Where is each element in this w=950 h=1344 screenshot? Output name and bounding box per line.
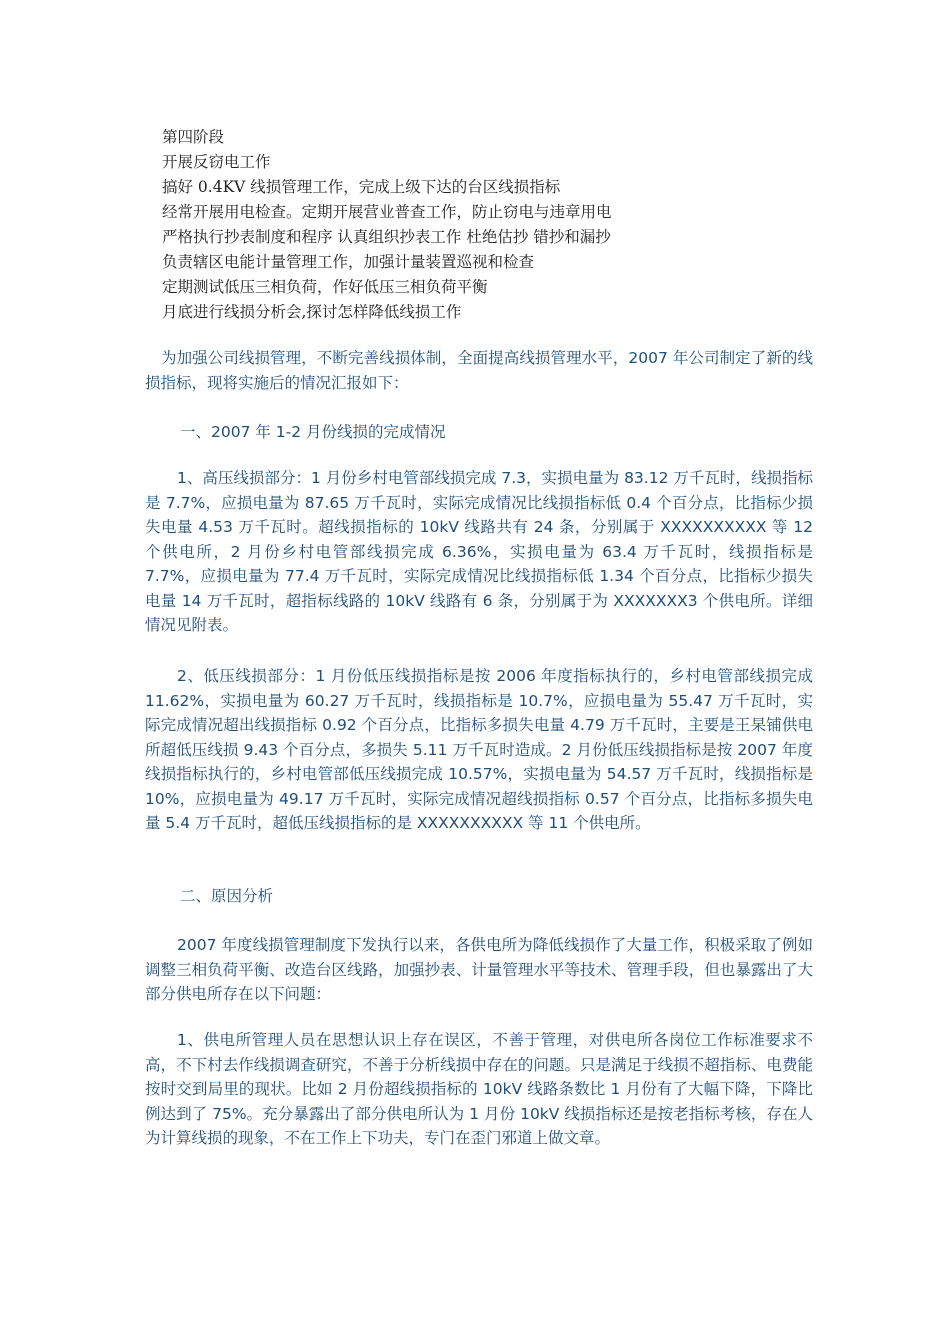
section-2-heading: 二、原因分析: [180, 887, 274, 905]
cause-analysis-intro-paragraph: 2007 年度线损管理制度下发执行以来，各供电所为降低线损作了大量工作，积极采取了例如调整三相负荷平衡、改造台区线路，加强抄表、计量管理水平等技术、管理手段，但也暴露出了大部分供电所存在以下问题：: [145, 936, 813, 1003]
stage-outline-list: [162, 125, 612, 325]
outline-item: 经常开展用电检查。定期开展营业普查工作，防止窃电与违章用电: [162, 203, 612, 221]
section-1-heading: 一、2007 年 1-2 月份线损的完成情况: [180, 423, 446, 441]
high-voltage-loss-paragraph: 1、高压线损部分：1 月份乡村电管部线损完成 7.3，实损电量为 83.12 万千瓦时，线损指标是 7.7%，应损电量为 87.65 万千瓦时，实际完成情况比线损指标低 0.4 个百分点，比指标少损失电量 4.53 万千瓦时。超线损指标的 10kV 线路共有 24 条，分别属于 XXXXXXXXXX 等 12 个供电所，2 月份乡村电管部线损完成 6.36%，实损电量为 63.4 万千瓦时，线损指标是 7.7%，应损电量为 77.4 万千瓦时，实际完成情况比线损指标低 1.34 个百分点，比指标少损失电量 14 万千瓦时，超指标线路的 10kV 线路有 6 条，分别属于为 XXXXXXX3 个供电所。详细情况见附表。: [145, 469, 813, 634]
outline-item: 月底进行线损分析会,探讨怎样降低线损工作: [162, 303, 462, 321]
outline-item: 搞好 0.4KV 线损管理工作，完成上级下达的台区线损指标: [162, 178, 561, 196]
outline-item: 开展反窃电工作: [162, 153, 271, 171]
low-voltage-loss-paragraph: 2、低压线损部分：1 月份低压线损指标是按 2006 年度指标执行的，乡村电管部线损完成 11.62%，实损电量为 60.27 万千瓦时，线损指标是 10.7%，应损电量为 55.47 万千瓦时，实际完成情况超出线损指标 0.92 个百分点，比指标多损失电量 4.79 万千瓦时，主要是王杲铺供电所超低压线损 9.43 个百分点，多损失 5.11 万千瓦时造成。2 月份低压线损指标是按 2007 年度线损指标执行的，乡村电管部低压线损完成 10.57%，实损电量为 54.57 万千瓦时，线损指标是 10%，应损电量为 49.17 万千瓦时，实际完成情况超线损指标 0.57 个百分点，比指标多损失电量 5.4 万千瓦时，超低压线损指标的是 XXXXXXXXXX 等 11 个供电所。: [145, 667, 813, 832]
cause-analysis-point-1-paragraph: 1、供电所管理人员在思想认识上存在误区，不善于管理，对供电所各岗位工作标准要求不高，不下村去作线损调查研究，不善于分析线损中存在的问题。只是满足于线损不超指标、电费能按时交到局里的现状。比如 2 月份超线损指标的 10kV 线路条数比 1 月份有了大幅下降，下降比例达到了 75%。充分暴露出了部分供电所认为 1 月份 10kV 线损指标还是按老指标考核，存在人为计算线损的现象，不在工作上下功夫，专门在歪门邪道上做文章。: [145, 1031, 813, 1147]
outline-item: 第四阶段: [162, 128, 225, 146]
intro-paragraph: 为加强公司线损管理，不断完善线损体制，全面提高线损管理水平，2007 年公司制定了新的线损指标，现将实施后的情况汇报如下：: [145, 349, 813, 392]
outline-item: 定期测试低压三相负荷，作好低压三相负荷平衡: [162, 278, 488, 296]
outline-item: 负责辖区电能计量管理工作，加强计量装置巡视和检查: [162, 253, 535, 271]
outline-item: 严格执行抄表制度和程序 认真组织抄表工作 杜绝估抄 错抄和漏抄: [162, 228, 611, 246]
